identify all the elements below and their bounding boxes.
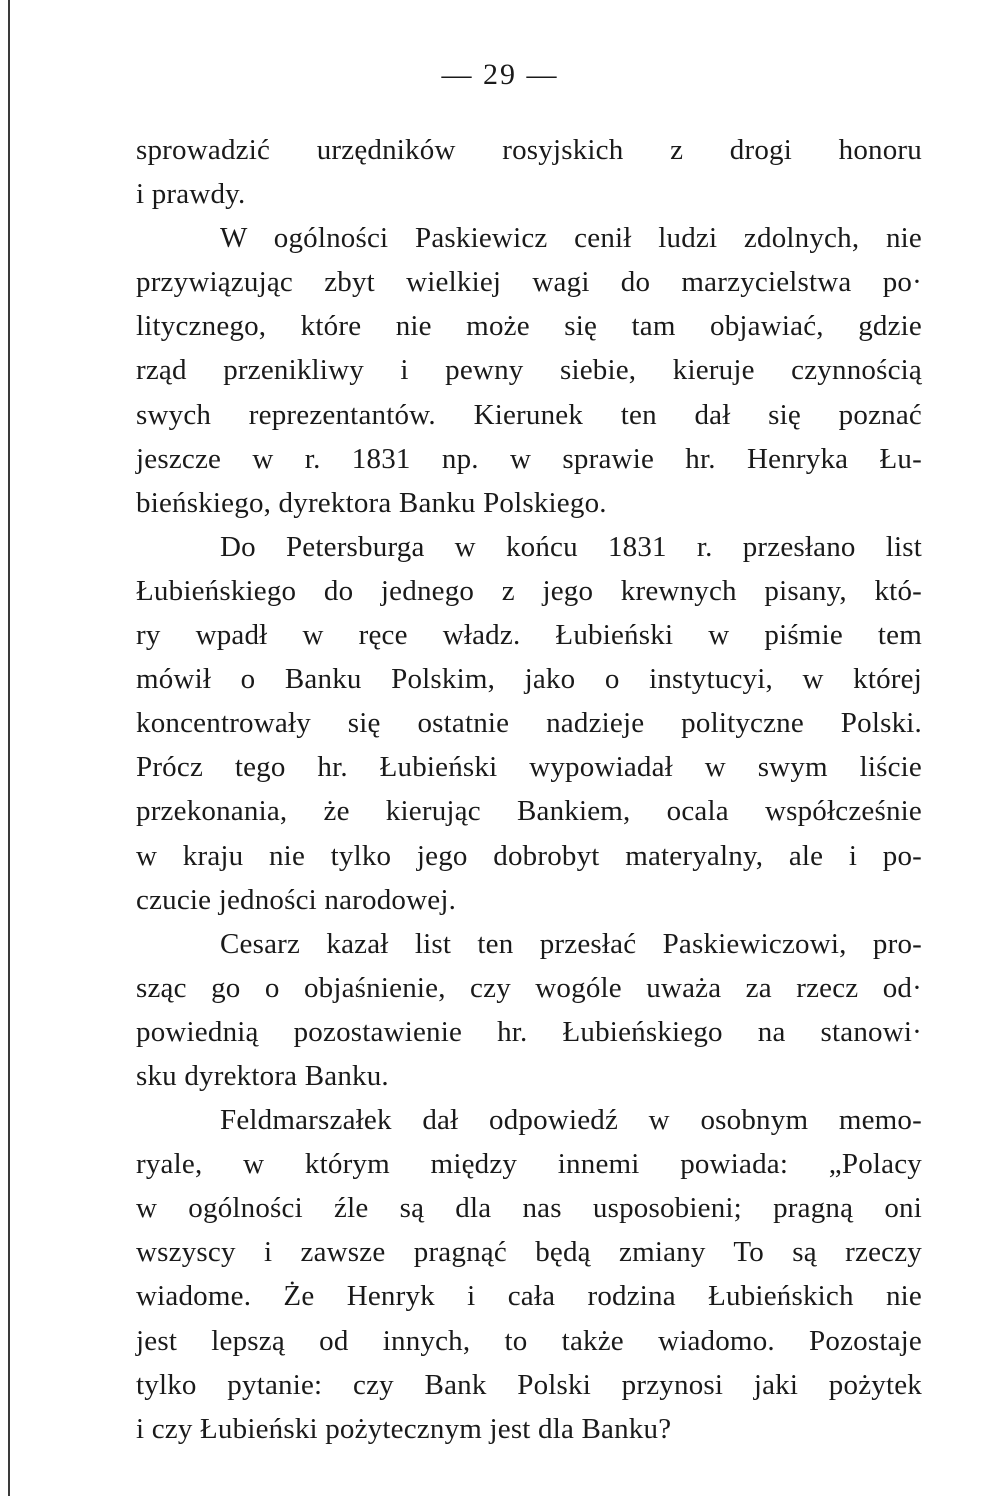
page-number-header: — 29 —: [441, 58, 559, 91]
text-line: i prawdy.: [136, 178, 246, 211]
text-line: wiadome. Że Henryk i cała rodzina Łubieńskich nie: [136, 1280, 922, 1313]
text-line: powiednią pozostawienie hr. Łubieńskiego na stanowi·: [136, 1015, 922, 1048]
text-line: w kraju nie tylko jego dobrobyt materyalny, ale i po-: [136, 839, 922, 872]
text-line: czucie jedności narodowej.: [136, 883, 457, 916]
text-line: rząd przenikliwy i pewny siebie, kieruje czynnością: [136, 354, 922, 387]
text-line: w ogólności źle są dla nas usposobieni; pragną oni: [136, 1192, 922, 1225]
body-text: [136, 128, 922, 1451]
text-line: swych reprezentantów. Kierunek ten dał się poznać: [136, 398, 922, 431]
text-line: przywiązując zbyt wielkiej wagi do marzycielstwa po·: [136, 266, 922, 299]
text-line: litycznego, które nie może się tam objawiać, gdzie: [136, 310, 922, 343]
text-line: jest lepszą od innych, to także wiadomo. Pozostaje: [136, 1324, 922, 1357]
text-line: sząc go o objaśnienie, czy wogóle uważa za rzecz od·: [136, 971, 922, 1004]
text-line: sku dyrektora Banku.: [136, 1059, 389, 1092]
text-line: W ogólności Paskiewicz cenił ludzi zdolnych, nie: [220, 222, 922, 255]
text-line: Łubieńskiego do jednego z jego krewnych pisany, któ-: [136, 574, 922, 607]
page-edge-line: [8, 0, 10, 1496]
text-line: Cesarz kazał list ten przesłać Paskiewiczowi, pro-: [220, 927, 922, 960]
text-line: koncentrowały się ostatnie nadzieje polityczne Polski.: [136, 707, 922, 740]
text-line: i czy Łubieński pożytecznym jest dla Banku?: [136, 1412, 672, 1445]
text-line: mówił o Banku Polskim, jako o instytucyi, w której: [136, 663, 922, 696]
text-line: Do Petersburga w końcu 1831 r. przesłano list: [220, 530, 922, 563]
text-line: ry wpadł w ręce władz. Łubieński w piśmie tem: [136, 619, 922, 652]
text-line: jeszcze w r. 1831 np. w sprawie hr. Henryka Łu-: [136, 442, 922, 475]
text-line: ryale, w którym między innemi powiada: „Polacy: [136, 1148, 922, 1181]
text-line: Prócz tego hr. Łubieński wypowiadał w swym liście: [136, 751, 922, 784]
text-line: tylko pytanie: czy Bank Polski przynosi jaki pożytek: [136, 1368, 922, 1401]
text-line: bieńskiego, dyrektora Banku Polskiego.: [136, 486, 607, 519]
text-line: sprowadzić urzędników rosyjskich z drogi honoru: [136, 134, 922, 166]
text-line: Feldmarszałek dał odpowiedź w osobnym memo-: [220, 1104, 922, 1137]
text-line: wszyscy i zawsze pragnąć będą zmiany To są rzeczy: [136, 1236, 922, 1269]
text-line: przekonania, że kierując Bankiem, ocala współcześnie: [136, 795, 922, 828]
